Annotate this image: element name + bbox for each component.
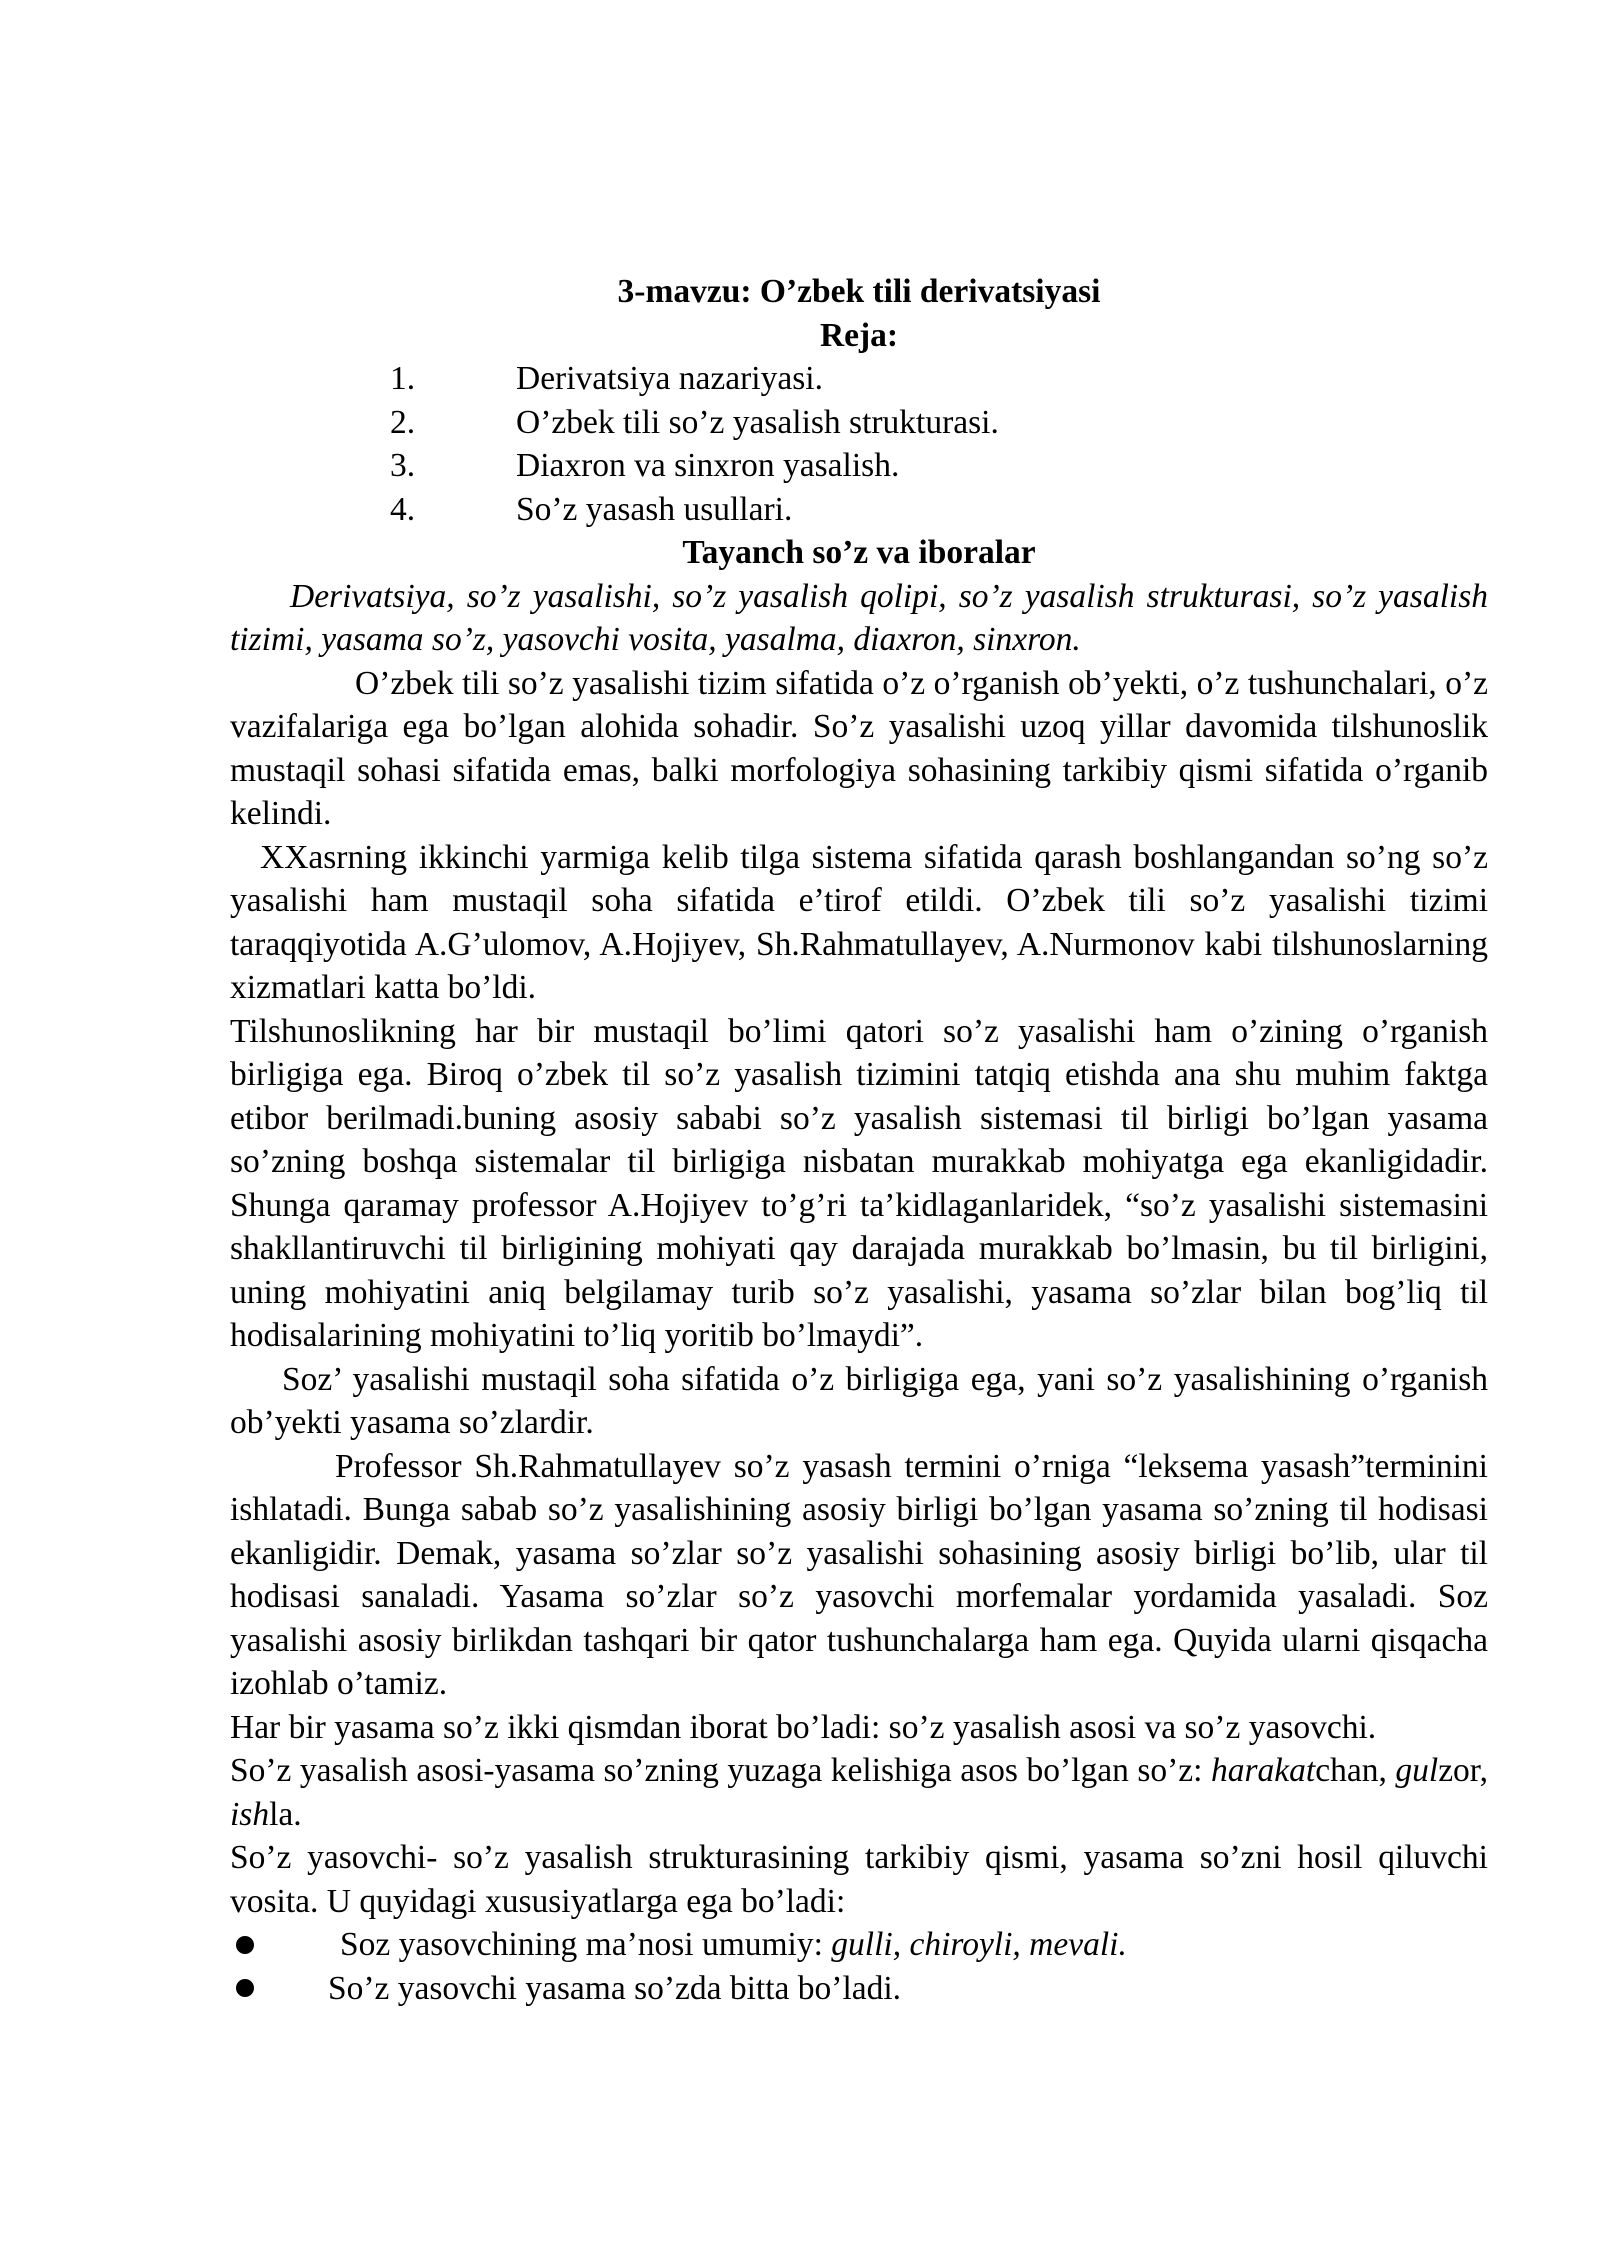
plan-list: [230, 357, 1488, 531]
document-body: [230, 270, 1488, 2010]
example-root: harakat: [1211, 1752, 1316, 1789]
plan-item-text: Derivatsiya nazariyasi.: [516, 360, 823, 397]
paragraph-yasovchi: So’z yasovchi- so’z yasalish strukturasining tarkibiy qismi, yasama so’zni hosil qiluvchi vosita. U quyidagi xususiyatlarga ega bo’ladi:: [230, 1839, 1488, 1920]
plan-item: [230, 357, 1488, 401]
plan-item-number: 4.: [390, 490, 416, 528]
asos-lead: So’z yasalish asosi-yasama so’zning yuzaga kelishiga asos bo’lgan so’z:: [230, 1752, 1211, 1789]
example-suffix: chan: [1315, 1752, 1379, 1789]
separator: ,: [1378, 1752, 1396, 1789]
plan-item: [230, 401, 1488, 445]
bullet-list: [230, 1923, 1488, 2010]
example-root: gul: [1395, 1752, 1439, 1789]
bullet-label: Soz yasovchining ma’nosi umumiy:: [340, 1926, 832, 1963]
plan-item-number: 2.: [390, 403, 416, 441]
plan-item: [230, 444, 1488, 488]
plan-item-text: O’zbek tili so’z yasalish strukturasi.: [516, 403, 999, 441]
bullet-dot-icon: [236, 1936, 254, 1954]
keywords-paragraph: Derivatsiya, so’z yasalishi, so’z yasalish qolipi, so’z yasalish strukturasi, so’z yasalish tizimi, yasama so’z, yasovchi vosita, yasalma, diaxron, sinxron.: [230, 577, 1488, 658]
separator: .: [293, 1795, 302, 1833]
paragraph-history: XXasrning ikkinchi yarmiga kelib tilga sistema sifatida qarash boshlangandan so’ng so’z yasalishi ham mustaqil soha sifatida e’tirof etildi. O’zbek tili so’z yasalishi tizimi taraqqiyotida A.G’ulomov, A.Hojiyev, Sh.Rahmatullayev, A.Nurmonov kabi tilshunoslarning xizmatlari katta bo’ldi.: [230, 838, 1488, 1006]
plan-item-number: 3.: [390, 447, 416, 484]
plan-heading: Reja:: [819, 316, 899, 354]
paragraph-intro: O’zbek tili so’z yasalishi tizim sifatida o’z o’rganish ob’yekti, o’z tushunchalari, o’z vazifalariga ega bo’lgan alohida sohadir. So’z yasalishi uzoq yillar davomida tilshunoslik mustaqil sohasi sifatida emas, balki morfologiya sohasining tarkibiy qismi sifatida o’rganib kelindi.: [230, 664, 1488, 832]
example-root: ish: [230, 1795, 270, 1833]
example-suffix: la: [269, 1795, 294, 1833]
paragraph-asos: [230, 1749, 1488, 1836]
example-suffix: zor: [1438, 1752, 1480, 1789]
page-title: 3-mavzu: O’zbek tili derivatsiyasi: [617, 273, 1101, 310]
plan-item: [230, 488, 1488, 532]
separator: ,: [1479, 1752, 1488, 1789]
paragraph-rahmatullayev: Professor Sh.Rahmatullayev so’z yasash termini o’rniga “leksema yasash”terminini ishlatadi. Bunga sabab so’z yasalishining asosiy birligi bo’lgan yasama so’zning til hodisasi ekanligidir. Demak, yasama so’zlar so’z yasalishi sohasining asosiy birligi bo’lib, ular til hodisasi sanaladi. Yasama so’zlar so’z yasovchi morfemalar yordamida yasaladi. Soz yasalishi asosiy birlikdan tashqari bir qator tushunchalarga ham ega. Quyida ularni qisqacha izohlab o’tamiz.: [230, 1447, 1488, 1702]
plan-item-number: 1.: [390, 360, 416, 397]
bullet-item: [230, 1923, 1488, 1967]
bullet-example: gulli, chiroyli, mevali.: [831, 1926, 1127, 1963]
paragraph-unit: Tilshunoslikning har bir mustaqil bo’limi qatori so’z yasalishi ham o’zining o’rganish birligiga ega. Biroq o’zbek til so’z yasalish tizimini tatqiq etishda ana shu muhim faktga etibor berilmadi.buning asosiy sababi so’z yasalish sistemasi til birligi bo’lgan yasama so’zning boshqa sistemalar til birligiga nisbatan murakkab mohiyatga ega ekanligidadir. Shunga qaramay professor A.Hojiyev to’g’ri ta’kidlaganlaridek, “so’z yasalishi sistemasini shakllantiruvchi til birligining mohiyati qay darajada murakkab bo’lmasin, bu til birligini, uning mohiyatini aniq belgilamay turib so’z yasalishi, yasama so’zlar bilan bog’liq til hodisalarining mohiyatini to’liq yoritib bo’lmaydi”.: [230, 1012, 1488, 1354]
paragraph-object: Soz’ yasalishi mustaqil soha sifatida o’z birligiga ega, yani so’z yasalishining o’rganish ob’yekti yasama so’zlardir.: [230, 1360, 1488, 1441]
paragraph-parts: Har bir yasama so’z ikki qismdan iborat bo’ladi: so’z yasalish asosi va so’z yasovchi.: [230, 1708, 1377, 1746]
bullet-item: [230, 1967, 1488, 2011]
bullet-text: [340, 1923, 1127, 1967]
plan-item-text: So’z yasash usullari.: [516, 490, 793, 528]
bullet-text: So’z yasovchi yasama so’zda bitta bo’ladi.: [328, 1969, 902, 2007]
plan-item-text: Diaxron va sinxron yasalish.: [516, 447, 900, 484]
keywords-heading: Tayanch so’z va iboralar: [682, 534, 1036, 571]
bullet-dot-icon: [236, 1979, 254, 1997]
